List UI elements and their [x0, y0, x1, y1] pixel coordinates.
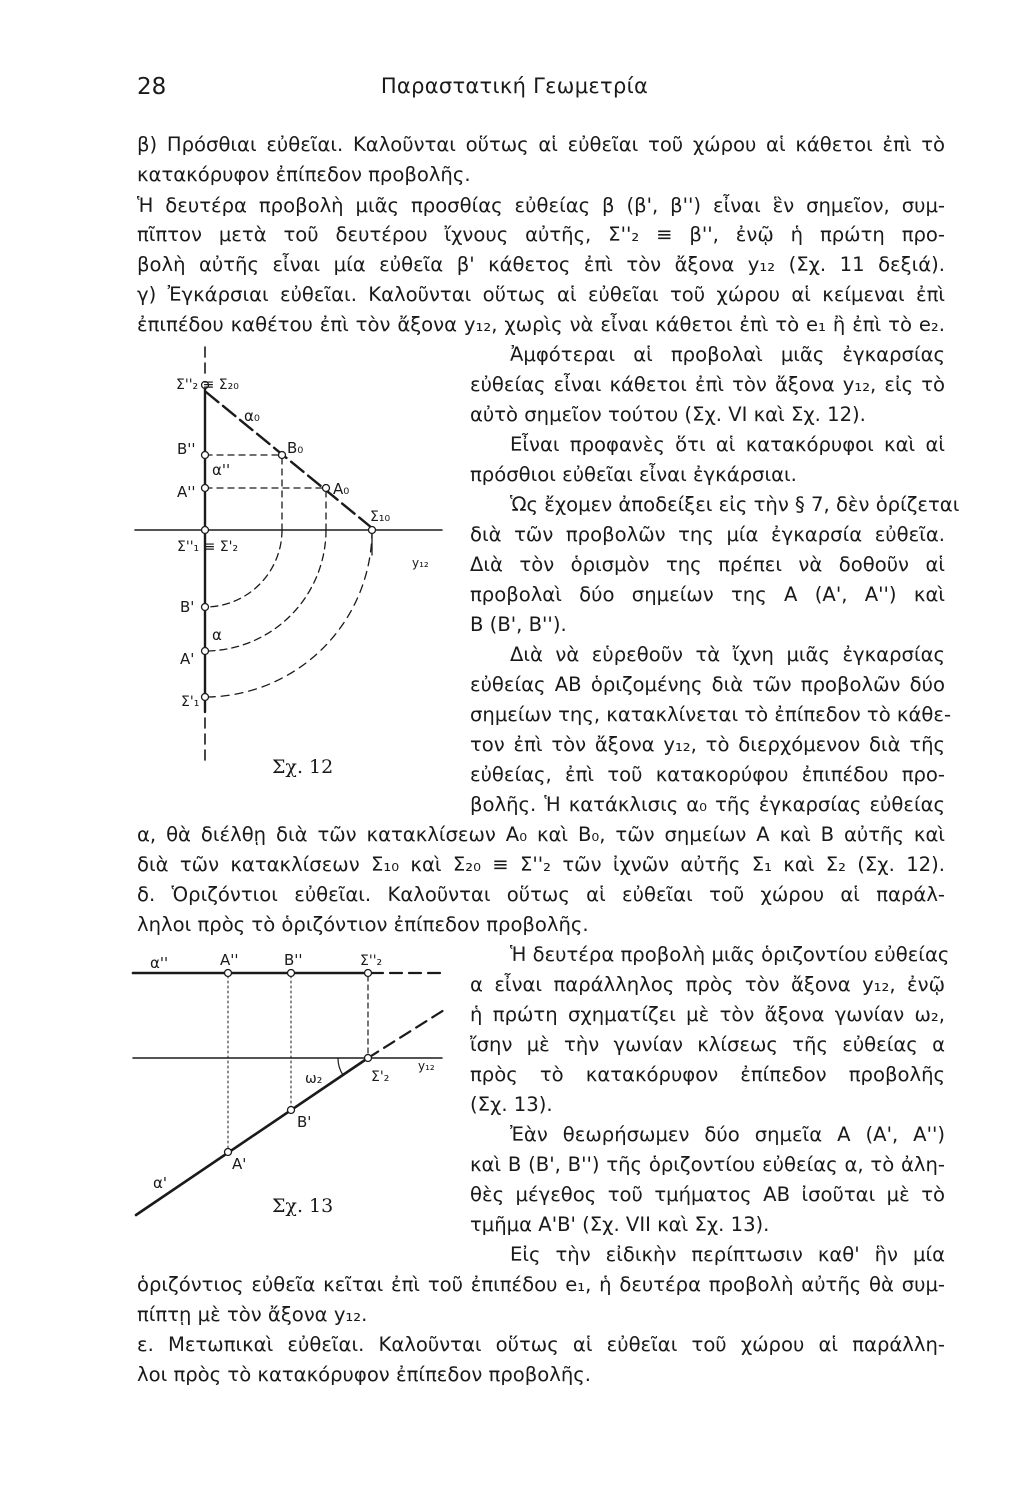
text-line: ληλοι πρὸς τὸ ὁριζόντιον ἐπίπεδον προβολῆς.: [137, 913, 589, 936]
text-line: Εἰς τὴν εἰδικὴν περίπτωσιν καθ' ἣν μία: [510, 1243, 945, 1266]
fig12-label: A₀: [333, 480, 350, 498]
fig13-label: Σ'₂: [371, 1069, 390, 1085]
text-line: Διὰ τὸν ὁρισμὸν της πρέπει νὰ δοθοῦν αἱ: [470, 553, 945, 576]
fig12-label: B₀: [287, 439, 304, 457]
text-line: διὰ τῶν κατακλίσεων Σ₁₀ καὶ Σ₂₀ ≡ Σ''₂ τῶν ἰχνῶν αὐτῆς Σ₁ καὶ Σ₂ (Σχ. 12).: [137, 853, 945, 876]
text-line: (Σχ. 13).: [470, 1093, 553, 1116]
text-line: ε. Μετωπικαὶ εὐθεῖαι. Καλοῦνται οὕτως αἱ εὐθεῖαι τοῦ χώρου αἱ παράλλη-: [137, 1333, 945, 1356]
text-line: ἡ πρώτη σχηματίζει μὲ τὸν ἄξονα γωνίαν ω₂,: [470, 1003, 945, 1026]
fig13-label: α'': [150, 954, 169, 972]
text-line: Εἶναι προφανὲς ὅτι αἱ κατακόρυφοι καὶ αἱ: [510, 433, 945, 456]
text-line: α, θὰ διέλθῃ διὰ τῶν κατακλίσεων A₀ καὶ B₀, τῶν σημείων A καὶ B αὐτῆς καὶ: [137, 823, 945, 846]
text-line: αὐτὸ σημεῖον τούτου (Σχ. VI καὶ Σχ. 12).: [470, 403, 866, 426]
text-line: α εἶναι παράλληλος πρὸς τὸν ἄξονα y₁₂, ἐνῷ: [470, 973, 945, 996]
text-line: πρόσθιοι εὐθεῖαι εἶναι ἐγκάρσιαι.: [470, 463, 797, 486]
text-line: Ἡ δευτέρα προβολὴ μιᾶς ὁριζοντίου εὐθείας: [510, 943, 950, 966]
fig12-label: A': [180, 650, 195, 668]
fig13-label: B'': [284, 951, 303, 969]
figure-13-caption: Σχ. 13: [272, 1195, 334, 1217]
text-line: διὰ τῶν προβολῶν της μία ἐγκαρσία εὐθεῖα.: [470, 523, 945, 546]
text-line: κατακόρυφον ἐπίπεδον προβολῆς.: [137, 163, 471, 186]
fig12-label: α: [212, 626, 222, 644]
running-header: Παραστατική Γεωμετρία: [380, 74, 649, 98]
fig12-label: α₀: [244, 407, 260, 425]
text-line: Ἀμφότεραι αἱ προβολαὶ μιᾶς ἐγκαρσίας: [510, 343, 945, 366]
fig12-label: y₁₂: [412, 556, 429, 570]
text-line: τον ἐπὶ τὸν ἄξονα y₁₂, τὸ διερχόμενον διὰ τῆς: [470, 733, 945, 756]
text-line: γ) Ἐγκάρσιαι εὐθεῖαι. Καλοῦνται οὕτως αἱ εὐθεῖαι τοῦ χώρου αἱ κείμεναι ἐπὶ: [137, 283, 945, 306]
figure-13: [130, 945, 460, 1225]
text-line: δ. Ὁριζόντιοι εὐθεῖαι. Καλοῦνται οὕτως αἱ εὐθεῖαι τοῦ χώρου αἱ παράλ-: [137, 883, 945, 906]
text-line: ἴσην μὲ τὴν γωνίαν κλίσεως τῆς εὐθείας α: [470, 1033, 945, 1056]
fig12-label: Σ''₂ ≡ Σ₂₀: [176, 377, 239, 393]
text-line: προβολαὶ δύο σημείων της A (A', A'') καὶ: [470, 583, 945, 606]
text-line: ἐπιπέδου καθέτου ἐπὶ τὸν ἄξονα y₁₂, χωρὶς νὰ εἶναι κάθετοι ἐπὶ τὸ e₁ ἢ ἐπὶ τὸ e₂.: [137, 313, 945, 336]
figure-12-caption: Σχ. 12: [272, 756, 334, 778]
text-line: β) Πρόσθιαι εὐθεῖαι. Καλοῦνται οὕτως αἱ εὐθεῖαι τοῦ χώρου αἱ κάθετοι ἐπὶ τὸ: [137, 133, 945, 156]
fig12-label: B'': [177, 440, 196, 458]
text-line: βολῆς. Ἡ κατάκλισις α₀ τῆς ἐγκαρσίας εὐθείας: [470, 793, 945, 816]
text-line: τμῆμα A'B' (Σχ. VII καὶ Σχ. 13).: [470, 1213, 770, 1236]
text-line: Ἡ δευτέρα προβολὴ μιᾶς προσθίας εὐθείας β (β', β'') εἶναι ἓν σημεῖον, συμ-: [137, 194, 945, 217]
text-line: θὲς μέγεθος τοῦ τμήματος AB ἰσοῦται μὲ τὸ: [470, 1183, 945, 1206]
text-line: πίπτῃ μὲ τὸν ἄξονα y₁₂.: [137, 1303, 368, 1326]
fig12-label: Σ₁₀: [370, 509, 391, 525]
fig12-label: A'': [177, 483, 196, 501]
text-line: εὐθείας, ἐπὶ τοῦ κατακορύφου ἐπιπέδου προ-: [470, 763, 945, 786]
fig12-label: Σ'₁: [181, 694, 200, 710]
fig13-label: ω₂: [305, 1071, 323, 1087]
text-line: πρὸς τὸ κατακόρυφον ἐπίπεδον προβολῆς: [470, 1063, 945, 1086]
page-number: 28: [137, 74, 167, 100]
text-line: βολὴ αὐτῆς εἶναι μία εὐθεῖα β' κάθετος ἐπὶ τὸν ἄξονα y₁₂ (Σχ. 11 δεξιά).: [137, 253, 945, 276]
figure-12: [130, 340, 460, 820]
fig12-label: α'': [212, 461, 231, 479]
text-line: εὐθείας εἶναι κάθετοι ἐπὶ τὸν ἄξονα y₁₂, εἰς τὸ: [470, 373, 945, 396]
text-line: Διὰ νὰ εὑρεθοῦν τὰ ἴχνη μιᾶς ἐγκαρσίας: [510, 643, 945, 666]
fig12-label: Σ''₁ ≡ Σ'₂: [177, 539, 239, 555]
text-line: πῖπτον μετὰ τοῦ δευτέρου ἴχνους αὐτῆς, Σ''₂ ≡ β'', ἐνῷ ἡ πρώτη προ-: [137, 223, 945, 246]
text-line: Ὡς ἔχομεν ἀποδείξει εἰς τὴν § 7, δὲν ὁρίζεται: [510, 493, 960, 516]
text-line: λοι πρὸς τὸ κατακόρυφον ἐπίπεδον προβολῆς.: [137, 1363, 591, 1386]
fig12-label: B': [180, 598, 195, 616]
fig13-label: A'': [220, 951, 239, 969]
text-line: Ἐὰν θεωρήσωμεν δύο σημεῖα A (A', A''): [510, 1123, 945, 1146]
fig13-label: α': [153, 1174, 168, 1192]
text-line: σημείων της, κατακλίνεται τὸ ἐπίπεδον τὸ κάθε-: [470, 703, 952, 726]
fig13-label: y₁₂: [418, 1059, 435, 1073]
fig13-label: B': [297, 1113, 312, 1131]
text-line: καὶ B (B', B'') τῆς ὁριζοντίου εὐθείας α, τὸ ἀλη-: [470, 1153, 945, 1176]
text-line: ὁριζόντιος εὐθεῖα κεῖται ἐπὶ τοῦ ἐπιπέδου e₁, ἡ δευτέρα προβολὴ αὐτῆς θὰ συμ-: [137, 1273, 945, 1296]
text-line: B (B', B'').: [470, 613, 567, 636]
text-line: εὐθείας AB ὁριζομένης διὰ τῶν προβολῶν δύο: [470, 673, 945, 696]
fig13-label: A': [232, 1155, 247, 1173]
fig13-label: Σ''₂: [360, 953, 383, 969]
